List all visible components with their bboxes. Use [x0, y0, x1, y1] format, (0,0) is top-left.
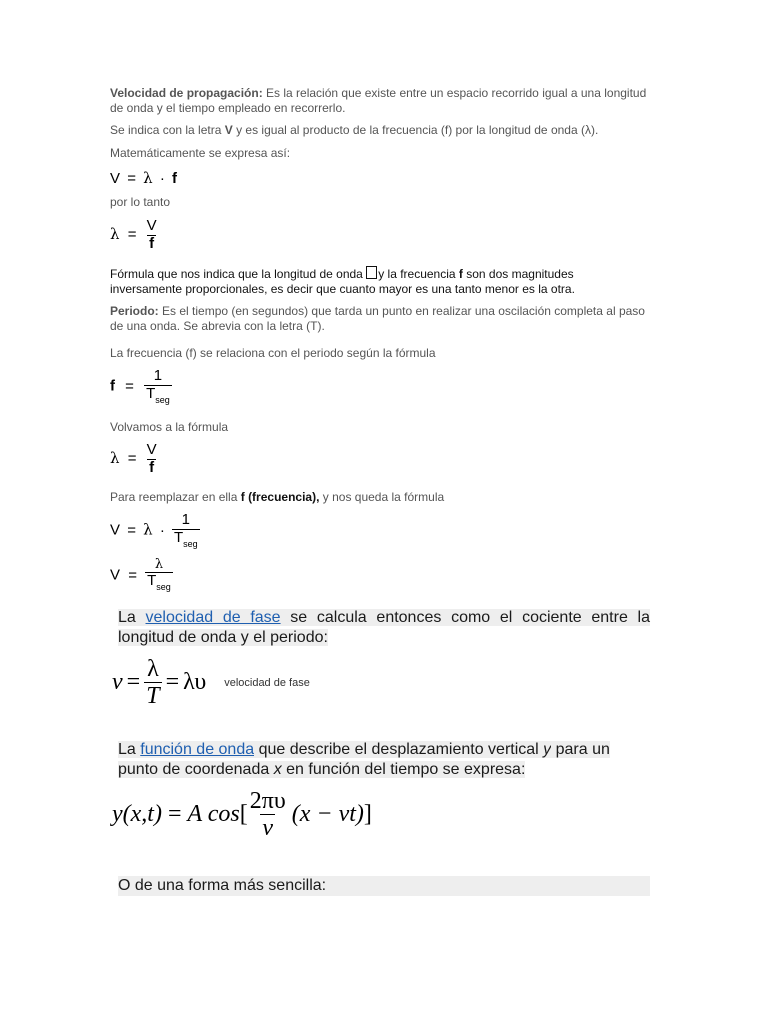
paragraph-text: y nos queda la fórmula [319, 490, 445, 504]
eq-t: T [173, 528, 184, 546]
paragraph-indica-letra [110, 123, 670, 138]
term-frecuencia: f (frecuencia), [240, 490, 320, 504]
paragraph-text: y la frecuencia [378, 267, 459, 281]
eq-lhs: λ [110, 448, 120, 467]
paragraph-text: en función del tiempo se expresa: [281, 761, 526, 778]
paragraph-matematicamente: Matemáticamente se expresa así: [110, 146, 291, 160]
eq-lhs: λ [110, 224, 120, 243]
eq-equals: = [127, 225, 137, 243]
eq-lhs: V [110, 170, 121, 187]
var-x: x [273, 761, 282, 778]
eq-bracket-open: [ [239, 801, 248, 828]
eq-numerator: λ [154, 557, 164, 572]
eq-fraction [172, 512, 200, 549]
eq-numerator: 2πυ [249, 788, 286, 814]
eq-f: f [171, 170, 177, 187]
paragraph-text: son dos magnitudes inversamente proporcionales, es decir que cuanto mayor es una tanto menor es la otra. [110, 267, 575, 296]
eq-denominator: T [146, 683, 160, 710]
equation-v-lambda-f [110, 169, 177, 187]
eq-denominator [145, 572, 173, 593]
eq-lhs: v [112, 669, 123, 696]
velocidad-de-fase-link[interactable]: velocidad de fase [145, 609, 281, 626]
eq-equals: = [167, 801, 182, 828]
eq-equals: = [126, 669, 141, 696]
eq-equals: = [127, 449, 137, 467]
paragraph-text: para un punto de coordenada [118, 741, 610, 778]
eq-numerator: 1 [181, 511, 190, 528]
var-y: y [543, 741, 552, 758]
paragraph-reemplazar [110, 490, 444, 505]
eq-denominator: f [149, 234, 155, 252]
equation-lambda-v-over-f [110, 218, 159, 252]
letter-v: V [224, 123, 233, 137]
eq-equals: = [165, 669, 180, 696]
eq-lhs: V [110, 521, 121, 539]
funcion-de-onda-link[interactable]: función de onda [140, 741, 255, 758]
eq-denominator: f [149, 458, 155, 476]
paragraph-text: Es el tiempo (en segundos) que tarda un punto en realizar una oscilación completa al paso de una onda. Se abrevia con la letra (T). [110, 304, 645, 333]
eq-acos: A cos [187, 801, 240, 828]
equation-v-lambda-over-t [110, 558, 173, 593]
paragraph-text: que describe el desplazamiento vertical [254, 741, 544, 758]
eq-lhs: y(x,t) [112, 801, 162, 828]
paragraph-text: Fórmula que nos indica que la longitud de onda [110, 267, 367, 281]
equation-funcion-onda [112, 788, 372, 842]
eq-fraction [145, 558, 173, 593]
eq-denominator: v [262, 815, 274, 842]
paragraph-velocidad-propagacion [110, 86, 650, 116]
paragraph-por-lo-tanto: por lo tanto [110, 195, 171, 209]
paragraph-formula-inversamente [110, 266, 630, 297]
eq-lhs: f [110, 377, 115, 395]
eq-t: T [146, 384, 156, 402]
paragraph-velocidad-fase [118, 608, 650, 648]
eq-lambda: λ [143, 520, 153, 539]
equation-velocidad-fase [112, 656, 310, 710]
paragraph-periodo [110, 304, 655, 334]
eq-numerator: λ [147, 656, 159, 682]
term-velocidad-propagacion: Velocidad de propagación: [110, 86, 263, 100]
eq-dot: · [159, 521, 165, 539]
paragraph-text: Es la relación que existe entre un espacio recorrido igual a una longitud de onda y el tiempo empleado en recorrerlo. [110, 86, 647, 115]
eq-fraction [145, 218, 159, 252]
paragraph-text: Se indica con la letra [110, 123, 225, 137]
term-periodo: Periodo: [110, 304, 159, 318]
eq-paren: (x − vt) [291, 801, 364, 828]
paragraph-text: Para reemplazar en ella [110, 490, 241, 504]
eq-fraction [144, 368, 172, 405]
eq-subscript-seg: seg [156, 582, 171, 593]
paragraph-text: se calcula entonces como el cociente entre la longitud de onda y el periodo: [118, 609, 650, 646]
eq-lhs: V [110, 566, 121, 584]
eq-equals: = [127, 170, 136, 187]
paragraph-funcion-onda [118, 740, 650, 780]
eq-t: T [147, 572, 157, 590]
letter-f: f [458, 267, 463, 281]
eq-dot: · [159, 170, 165, 187]
eq-subscript-seg: seg [155, 394, 170, 405]
missing-glyph-icon [366, 266, 377, 279]
eq-lambda: λ [143, 169, 153, 187]
eq-denominator [144, 385, 172, 406]
eq-numerator: 1 [153, 367, 163, 384]
equation-v-lambda-one-over-t [110, 512, 200, 549]
eq-subscript-seg: seg [183, 538, 198, 549]
eq-denominator [172, 529, 200, 550]
eq-label: velocidad de fase [224, 676, 310, 689]
eq-fraction [144, 656, 161, 710]
paragraph-text: y es igual al producto de la frecuencia (f) por la longitud de onda (λ). [232, 123, 599, 137]
eq-equals: = [127, 521, 136, 539]
eq-numerator: V [146, 217, 157, 234]
equation-f-one-over-t [110, 368, 172, 405]
paragraph-text: La [118, 609, 146, 626]
eq-rhs: λυ [183, 669, 207, 696]
eq-equals: = [128, 566, 137, 584]
paragraph-text: La [118, 741, 141, 758]
paragraph-forma-sencilla: O de una forma más sencilla: [118, 876, 650, 896]
paragraph-volvamos: Volvamos a la fórmula [110, 420, 229, 434]
eq-bracket-close: ] [363, 801, 372, 828]
paragraph-frecuencia-periodo: La frecuencia (f) se relaciona con el periodo según la fórmula [110, 346, 436, 360]
equation-lambda-v-over-f-repeat [110, 442, 159, 476]
eq-numerator: V [146, 441, 157, 458]
eq-fraction [248, 788, 288, 842]
eq-fraction [145, 442, 159, 476]
eq-equals: = [125, 377, 134, 395]
